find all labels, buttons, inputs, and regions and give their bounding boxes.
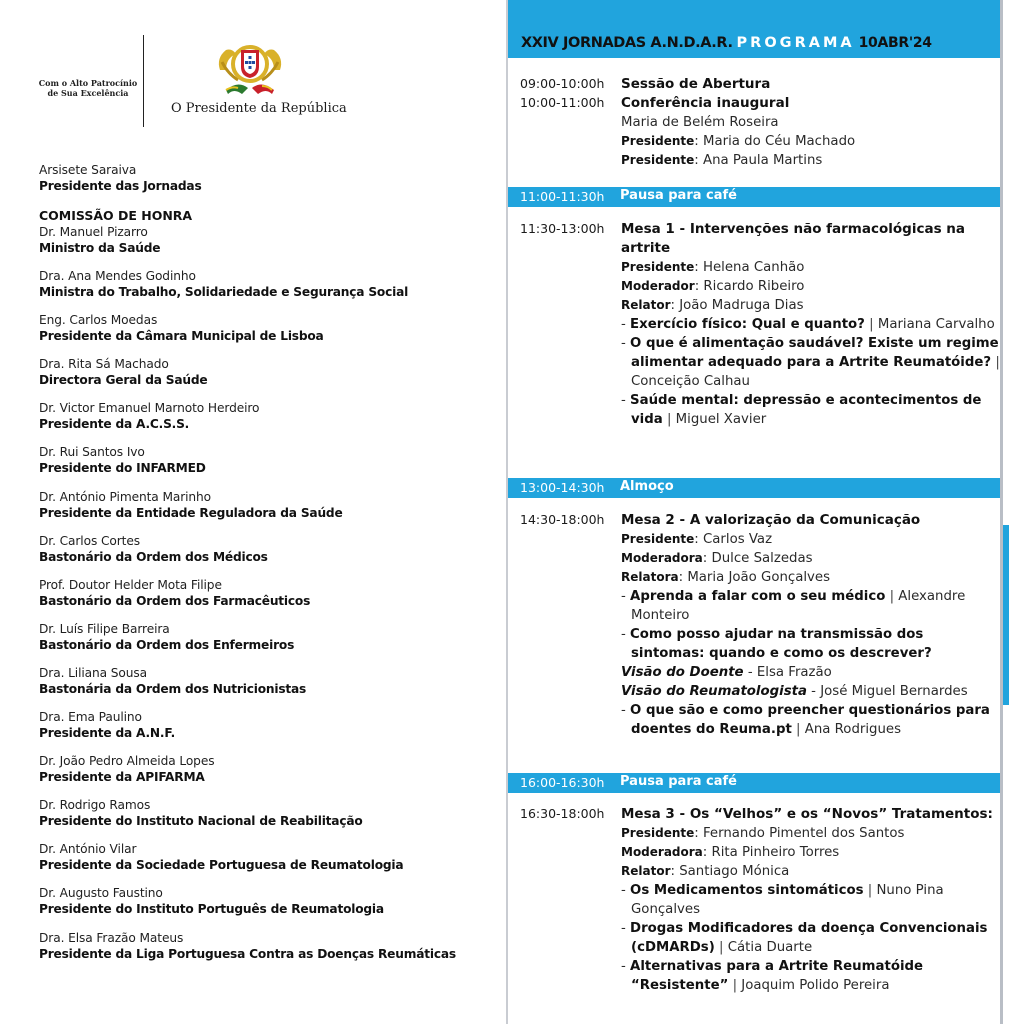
event-date: 10ABR'24 [858, 35, 932, 51]
person-role: Ministra do Trabalho, Solidariedade e Segurança Social [39, 285, 409, 300]
talk-speaker: Miguel Xavier [675, 412, 767, 427]
dash: - [621, 336, 631, 351]
person-role: Presidente das Jornadas [39, 179, 202, 193]
talk-title: Saúde mental: depressão e acontecimentos de vida [630, 393, 982, 427]
break-time: 16:00-16:30h [520, 775, 605, 790]
role-person: Santiago Mónica [679, 864, 790, 879]
role-person: Helena Canhão [702, 260, 805, 275]
person-name: Dra. Ema Paulino [39, 710, 142, 725]
committee-member [39, 224, 499, 256]
colon: : [694, 532, 703, 547]
talk-title: Aprenda a falar com o seu médico [630, 589, 886, 604]
talk-speaker: Alexandre Monteiro [631, 589, 966, 623]
committee-member [39, 753, 499, 785]
person-name: Dr. Luís Filipe Barreira [39, 621, 170, 636]
role-label: Presidente [621, 134, 695, 148]
role-person: Ana Paula Martins [702, 153, 823, 168]
talk-speaker: Ana Rodrigues [804, 722, 902, 737]
separator: - [806, 684, 821, 699]
role-label: Moderadora [621, 551, 703, 565]
person-name: Dra. Elsa Frazão Mateus [39, 930, 184, 945]
role-label: Relator [621, 298, 671, 312]
role-label: Relatora [621, 570, 679, 584]
person-role: Presidente da APIFARMA [39, 770, 205, 785]
talk-item [621, 315, 1000, 334]
talk-item [621, 957, 1000, 995]
talk-title: O que é alimentação saudável? Existe um regime alimentar adequado para a Artrite Reumatóide? [630, 336, 999, 370]
role-line [621, 151, 1000, 170]
person-role: Directora Geral da Saúde [39, 373, 208, 388]
session-time: 10:00-11:00h [520, 95, 605, 110]
person-name: Dr. Manuel Pizarro [39, 225, 148, 239]
colon: : [702, 845, 712, 860]
role-line [621, 843, 1000, 862]
session-mesa-1 [520, 220, 1000, 429]
committee-member [39, 312, 499, 344]
colon: : [678, 570, 688, 585]
person-role: Presidente da A.N.F. [39, 726, 176, 741]
role-line [621, 132, 1000, 151]
perspective-speaker: Elsa Frazão [756, 665, 832, 680]
separator: | [662, 412, 676, 427]
role-line [621, 824, 1000, 843]
session-talks [621, 881, 1000, 995]
perspective-line [621, 682, 1000, 701]
colon: : [694, 826, 703, 841]
vertical-divider [143, 35, 144, 127]
role-line [621, 277, 1000, 296]
role-person: Ricardo Ribeiro [703, 279, 805, 294]
role-line [621, 568, 1000, 587]
person-name: Dra. Rita Sá Machado [39, 357, 169, 372]
role-person: Fernando Pimentel dos Santos [702, 826, 905, 841]
person-role: Bastonária da Ordem dos Nutricionistas [39, 681, 307, 696]
talk-title: Drogas Modificadores da doença Convencionais (cDMARDs) [630, 921, 988, 955]
role-person: Carlos Vaz [702, 532, 773, 547]
perspective-speaker: José Miguel Bernardes [820, 684, 968, 699]
committee-member [39, 841, 499, 873]
session-time: 11:30-13:00h [520, 221, 605, 236]
session-title: Sessão de Abertura [621, 76, 771, 92]
committee-member [39, 930, 499, 962]
colon: : [702, 551, 712, 566]
session-title: Mesa 2 - A valorização da Comunicação [621, 512, 921, 528]
session-title: Mesa 1 - Intervenções não farmacológicas na artrite [621, 221, 966, 256]
break-band-lunch [508, 478, 1000, 498]
session-mesa-3 [520, 805, 1000, 995]
role-line [621, 530, 1000, 549]
committee-member [39, 533, 499, 565]
session-mesa-2 [520, 511, 1000, 739]
committee-member [39, 709, 499, 741]
separator: | [864, 317, 878, 332]
role-label: Presidente [621, 826, 695, 840]
committee-member [39, 356, 499, 388]
colon: : [694, 134, 703, 149]
talk-speaker: Nuno Pina Gonçalves [631, 883, 944, 917]
person-role: Presidente da Entidade Reguladora da Saúde [39, 505, 343, 520]
session-title: Mesa 3 - Os “Velhos” e os “Novos” Tratamentos: [621, 806, 993, 822]
jornadas-president [39, 162, 499, 194]
colon: : [670, 298, 680, 313]
role-label: Presidente [621, 260, 695, 274]
person-name: Dr. Carlos Cortes [39, 533, 140, 548]
person-name: Arsisete Saraiva [39, 163, 137, 177]
dash: - [621, 393, 631, 408]
role-person: Maria João Gonçalves [687, 570, 831, 585]
role-person: Maria do Céu Machado [702, 134, 856, 149]
coat-of-arms-icon [212, 40, 288, 98]
talk-title: Alternativas para a Artrite Reumatóide “Resistente” [630, 959, 924, 993]
honour-committee-title: COMISSÃO DE HONRA [39, 208, 193, 223]
person-role: Bastonário da Ordem dos Farmacêuticos [39, 593, 311, 608]
event-title: XXIV JORNADAS A.N.D.A.R. [521, 35, 733, 51]
talk-title: Como posso ajudar na transmissão dos sintomas: quando e como os descrever? [630, 627, 932, 661]
role-line [621, 258, 1000, 277]
person-role: Presidente da Liga Portuguesa Contra as Doenças Reumáticas [39, 946, 456, 961]
break-band-coffee-2 [508, 773, 1000, 793]
role-label: Moderador [621, 279, 695, 293]
keynote-speaker: Maria de Belém Roseira [621, 115, 779, 130]
roster [39, 162, 499, 974]
committee-member [39, 444, 499, 476]
person-name: Dr. Victor Emanuel Marnoto Herdeiro [39, 401, 260, 416]
person-name: Prof. Doutor Helder Mota Filipe [39, 577, 222, 592]
person-name: Dr. Rodrigo Ramos [39, 798, 151, 813]
committee-member [39, 797, 499, 829]
person-role: Presidente do INFARMED [39, 461, 206, 476]
person-role: Presidente do Instituto Nacional de Reabilitação [39, 814, 363, 829]
dash: - [621, 317, 631, 332]
patronage-text [38, 78, 138, 98]
session-opening [520, 75, 1000, 170]
committee-member [39, 400, 499, 432]
person-role: Ministro da Saúde [39, 241, 161, 255]
role-line [621, 549, 1000, 568]
programme-label: PROGRAMA [736, 35, 855, 51]
session-time: 14:30-18:00h [520, 512, 605, 527]
edge-colour-mark [1003, 525, 1009, 705]
patronage-line-1: Com o Alto Patrocínio [38, 78, 138, 88]
role-person: Dulce Salzedas [711, 551, 813, 566]
dash: - [621, 959, 631, 974]
dash: - [621, 921, 631, 936]
talk-item [621, 391, 1000, 429]
committee-member [39, 885, 499, 917]
break-label: Pausa para café [620, 774, 737, 789]
separator: - [743, 665, 757, 680]
person-role: Presidente da Câmara Municipal de Lisboa [39, 329, 324, 344]
programme-header [508, 0, 1000, 58]
talk-title: O que são e como preencher questionários para doentes do Reuma.pt [630, 703, 990, 737]
colon: : [694, 279, 704, 294]
person-role: Presidente do Instituto Português de Reumatologia [39, 902, 384, 917]
dash: - [621, 883, 631, 898]
honour-page [0, 0, 503, 1024]
separator: | [863, 883, 877, 898]
person-role: Presidente da Sociedade Portuguesa de Reumatologia [39, 858, 404, 873]
office-title: O Presidente da República [171, 101, 347, 116]
programme-page [506, 0, 1003, 1024]
perspective-line [621, 663, 1000, 682]
talk-item [621, 919, 1000, 957]
break-time: 13:00-14:30h [520, 480, 605, 495]
colon: : [694, 260, 703, 275]
separator: | [991, 355, 1000, 370]
committee-member [39, 489, 499, 521]
person-role: Bastonário da Ordem dos Médicos [39, 549, 268, 564]
break-label: Almoço [620, 479, 674, 494]
session-talks [621, 315, 1000, 429]
person-name: Dra. Ana Mendes Godinho [39, 269, 196, 284]
committee-member [39, 665, 499, 697]
talk-item: - Aprenda a falar com o seu médico | Alexandre Monteiro [621, 589, 966, 623]
perspective-label: Visão do Reumatologista [621, 684, 807, 699]
colon: : [694, 153, 703, 168]
session-time: 09:00-10:00h [520, 76, 605, 91]
session-roles [621, 258, 1000, 315]
talk-item [621, 881, 1000, 919]
talk-title: Os Medicamentos sintomáticos [630, 883, 864, 898]
person-name: Eng. Carlos Moedas [39, 313, 158, 328]
break-label: Pausa para café [620, 188, 737, 203]
session-roles [621, 132, 1000, 170]
committee-member [39, 268, 499, 300]
talk-item: - O que são e como preencher questionários para doentes do Reuma.pt | Ana Rodrigues [621, 703, 990, 737]
person-name: Dr. António Pimenta Marinho [39, 489, 212, 504]
person-role: Presidente da A.C.S.S. [39, 417, 190, 432]
talk-title: Exercício físico: Qual e quanto? [630, 317, 865, 332]
role-label: Relator [621, 864, 671, 878]
perspective-label: Visão do Doente [621, 665, 744, 680]
role-person: João Madruga Dias [679, 298, 804, 313]
committee-member [39, 577, 499, 609]
separator: | [728, 978, 742, 993]
session-roles [621, 530, 1000, 587]
role-label: Presidente [621, 532, 695, 546]
talk-speaker: Joaquim Polido Pereira [741, 978, 890, 993]
talk-item [621, 334, 1000, 391]
break-band-coffee-1 [508, 187, 1000, 207]
break-time: 11:00-11:30h [520, 189, 605, 204]
person-role: Bastonário da Ordem dos Enfermeiros [39, 637, 295, 652]
patronage-line-2: de Sua Excelência [47, 88, 129, 98]
person-name: Dra. Liliana Sousa [39, 665, 148, 680]
role-line [621, 296, 1000, 315]
role-label: Moderadora [621, 845, 703, 859]
person-name: Dr. Rui Santos Ivo [39, 445, 145, 460]
role-label: Presidente [621, 153, 695, 167]
talk-item: - Como posso ajudar na transmissão dos sintomas: quando e como os descrever? [621, 627, 932, 661]
person-name: Dr. João Pedro Almeida Lopes [39, 754, 215, 769]
session-title: Conferência inaugural [621, 95, 790, 111]
talk-speaker: Conceição Calhau [631, 374, 750, 389]
person-name: Dr. Augusto Faustino [39, 886, 163, 901]
talk-perspectives [621, 663, 1000, 701]
talk-speaker: Cátia Duarte [727, 940, 813, 955]
committee-member [39, 621, 499, 653]
talk-speaker: Mariana Carvalho [877, 317, 995, 332]
role-person: Rita Pinheiro Torres [711, 845, 840, 860]
colon: : [670, 864, 680, 879]
session-time: 16:30-18:00h [520, 806, 605, 821]
session-roles [621, 824, 1000, 881]
role-line [621, 862, 1000, 881]
person-name: Dr. António Vilar [39, 842, 137, 857]
separator: | [714, 940, 728, 955]
honour-committee-list [39, 224, 499, 962]
